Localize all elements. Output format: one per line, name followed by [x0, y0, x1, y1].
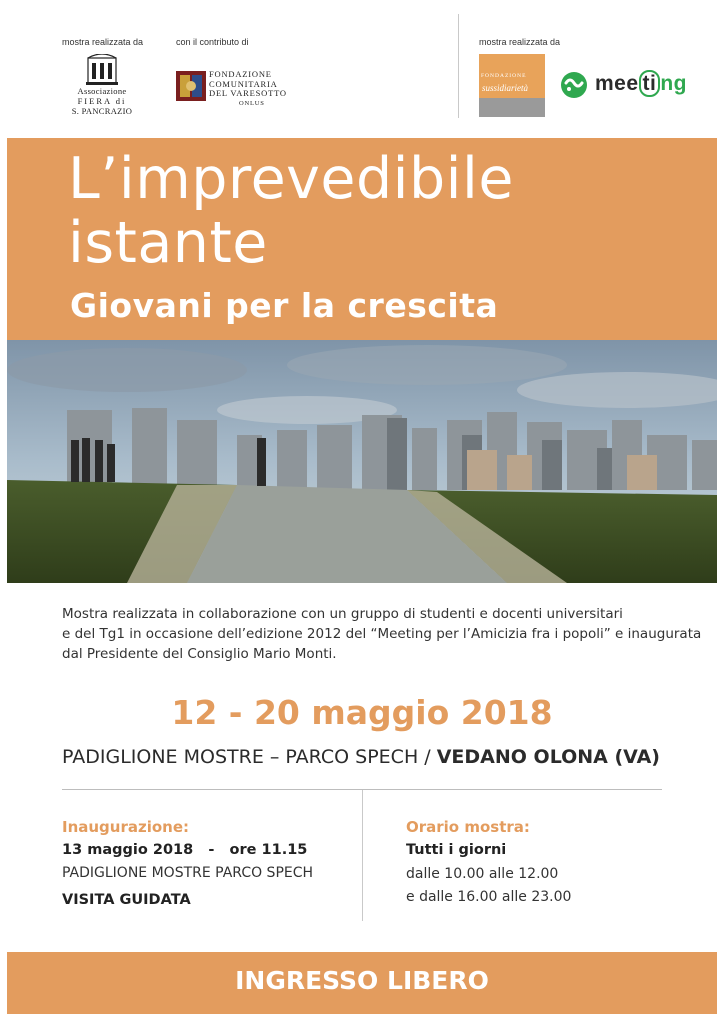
organizer-label: mostra realizzata da	[62, 37, 144, 47]
associazione-logo	[66, 54, 138, 120]
hours-days: Tutti i giorni	[406, 842, 507, 858]
meeting-symbol-icon	[560, 71, 588, 99]
title-line2: istante	[68, 210, 268, 276]
footer-text: INGRESSO LIBERO	[235, 966, 489, 995]
fond-name-line1: FONDAZIONE	[209, 69, 272, 79]
fondazione-emblem-icon	[176, 71, 206, 101]
fond-name-line2: COMUNITARIA	[209, 78, 278, 89]
header-divider	[458, 14, 459, 118]
fond-name-line4: ONLUS	[239, 99, 265, 107]
description-line3: dal Presidente del Consiglio Mario Monti.	[62, 646, 337, 662]
producer-label: mostra realizzata da	[479, 37, 561, 47]
hours-heading: Orario mostra:	[406, 818, 530, 836]
venue-regular: PADIGLIONE MOSTRE – PARCO SPECH /	[62, 746, 437, 768]
event-dates: 12 - 20 maggio 2018	[171, 693, 553, 732]
meeting-word-mid: ti	[639, 70, 661, 97]
fondazione-comunitaria-logo	[176, 69, 296, 107]
building-icon	[66, 54, 138, 86]
assoc-name-line3: S. PANCRAZIO	[71, 106, 133, 116]
skyline-photo	[7, 340, 717, 583]
fondazione-sussidiarieta-logo	[479, 54, 545, 117]
venue-bold: VEDANO OLONA (VA)	[436, 746, 660, 768]
subtitle: Giovani per la crescita	[70, 286, 499, 325]
inauguration-heading: Inaugurazione:	[62, 818, 190, 836]
hours-slot2: e dalle 16.00 alle 23.00	[406, 889, 572, 905]
description-line1: Mostra realizzata in collaborazione con un gruppo di studenti e docenti universitari	[62, 606, 623, 622]
title-line1: L’imprevedibile	[68, 146, 514, 212]
hours-slot1: dalle 10.00 alle 12.00	[406, 866, 559, 882]
fs-line1: FONDAZIONE	[481, 73, 527, 79]
fond-name-line3: DEL VARESOTTO	[209, 88, 287, 98]
meeting-logo	[560, 70, 710, 100]
contributor-label: con il contributo di	[176, 37, 249, 47]
inauguration-place: PADIGLIONE MOSTRE PARCO SPECH	[62, 865, 314, 881]
description-line2: e del Tg1 in occasione dell’edizione 2012 del “Meeting per l’Amicizia fra i popoli” e inaugurata	[62, 626, 702, 642]
meeting-word-pre: mee	[595, 72, 639, 95]
assoc-name-line1: Associazione	[77, 86, 127, 96]
info-column-divider	[362, 790, 363, 921]
fs-line2: sussidiarietà	[482, 83, 529, 93]
venue	[62, 746, 660, 768]
inauguration-tour: VISITA GUIDATA	[62, 892, 191, 908]
inauguration-datetime: 13 maggio 2018 - ore 11.15	[62, 842, 308, 858]
assoc-name-line2: FIERA di	[77, 96, 127, 106]
meeting-word-post: ng	[660, 72, 688, 95]
